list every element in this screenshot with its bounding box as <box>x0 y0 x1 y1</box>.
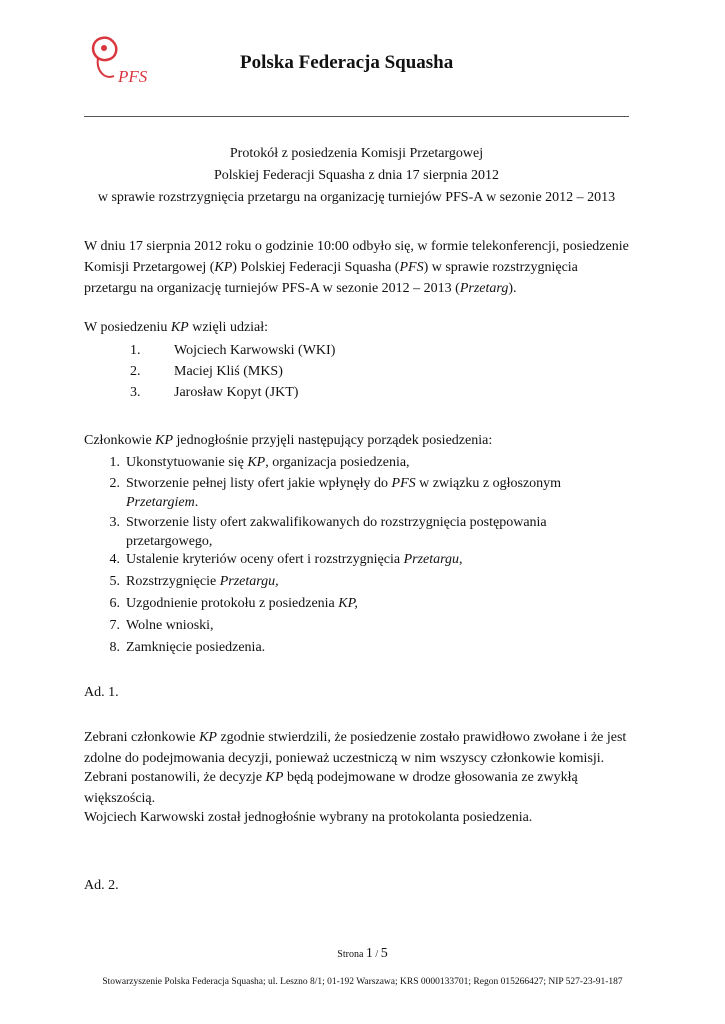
page-number: Strona 1 / 5 <box>337 946 388 961</box>
participants-lead: W posiedzeniu KP wzięli udział: <box>84 320 269 335</box>
agenda-lead: Członkowie KP jednogłośnie przyjęli następujący porządek posiedzenia: <box>84 433 493 448</box>
ad1-paragraph-3: Wojciech Karwowski został jednogłośnie wybrany na protokolanta posiedzenia. <box>84 810 533 825</box>
pfs-logo <box>84 30 154 90</box>
heading-line-3: w sprawie rozstrzygnięcia przetargu na organizację turniejów PFS-A w sezonie 2012 – 2013 <box>97 190 616 205</box>
organization-title: Polska Federacja Squasha <box>240 52 454 73</box>
ad1-paragraph-1: Zebrani członkowie KP zgodnie stwierdzili, że posiedzenie zostało prawidłowo zwołane i że jest zdolne do podejmowania decyzji, ponieważ uczestniczą w nim wszyscy członkowie komisji. <box>84 730 627 766</box>
list-item: 3. Jarosław Kopyt (JKT) <box>130 385 299 400</box>
participants-list <box>130 340 530 403</box>
heading-line-2: Polskiej Federacji Squasha z dnia 17 sierpnia 2012 <box>214 168 499 183</box>
list-item: 1. Wojciech Karwowski (WKI) <box>130 343 336 358</box>
ad1-heading: Ad. 1. <box>84 685 119 700</box>
svg-text:PFS: PFS <box>118 67 148 86</box>
header-divider <box>84 116 629 117</box>
intro-paragraph: W dniu 17 sierpnia 2012 roku o godzinie 10:00 odbyło się, w formie telekonferencji, posiedzenie Komisji Przetargowej (KP) Polskiej Federacji Squasha (PFS) w sprawie rozstrzygnięcia przetargu na organizację turniejów PFS-A w sezonie 2012 – 2013 (Przetarg). <box>84 239 629 296</box>
heading-line-1: Protokół z posiedzenia Komisji Przetargowej <box>229 146 484 161</box>
ad1-paragraph-2: Zebrani postanowili, że decyzje KP będą podejmowane w drodze głosowania ze zwykłą większością. <box>84 770 578 806</box>
list-item: 2. Maciej Kliś (MKS) <box>130 364 283 379</box>
ad2-heading: Ad. 2. <box>84 878 119 893</box>
footer-organization-info: Stowarzyszenie Polska Federacja Squasha; ul. Leszno 8/1; 01-192 Warszawa; KRS 0000133701; Regon 015266427; NIP 527-23-91-187 <box>102 977 623 987</box>
document-heading <box>84 143 629 209</box>
